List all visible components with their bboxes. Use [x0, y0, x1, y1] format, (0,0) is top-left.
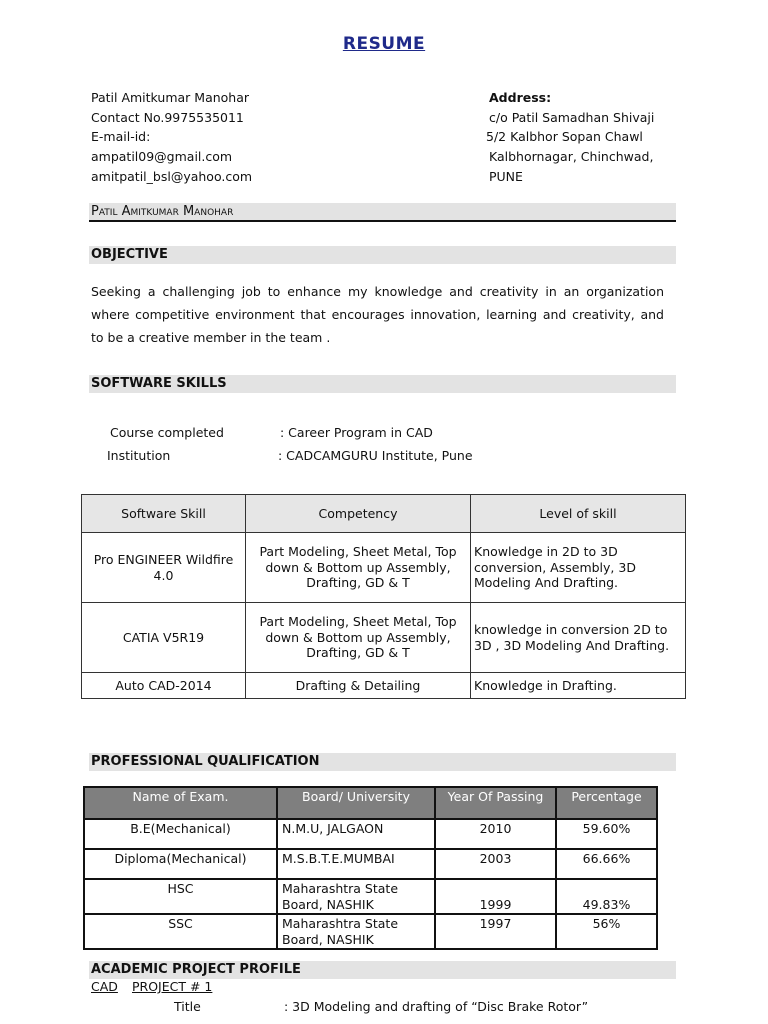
- software-competency: Drafting & Detailing: [246, 673, 471, 699]
- header-level: Level of skill: [471, 495, 686, 533]
- software-name: Auto CAD-2014: [82, 673, 246, 699]
- exam-name: SSC: [84, 914, 277, 949]
- exam-name: B.E(Mechanical): [84, 819, 277, 849]
- table-row: [84, 879, 657, 914]
- header-board: Board/ University: [277, 787, 435, 819]
- exam-year: 1999: [435, 879, 556, 914]
- table-row: [84, 914, 657, 949]
- table-row: [84, 849, 657, 879]
- exam-board: Maharashtra State Board, NASHIK: [277, 879, 435, 914]
- table-row: [84, 819, 657, 849]
- exam-board: M.S.B.T.E.MUMBAI: [277, 849, 435, 879]
- exam-percentage: 66.66%: [556, 849, 657, 879]
- software-level: knowledge in conversion 2D to 3D , 3D Modeling And Drafting.: [471, 603, 686, 673]
- objective-heading: OBJECTIVE: [89, 246, 676, 264]
- project-title-label: Title: [174, 999, 201, 1014]
- course-value: : Career Program in CAD: [280, 425, 433, 440]
- exam-year: 2010: [435, 819, 556, 849]
- table-header-row: [82, 495, 686, 533]
- software-level: Knowledge in Drafting.: [471, 673, 686, 699]
- exam-percentage: 56%: [556, 914, 657, 949]
- project-number: PROJECT # 1: [132, 979, 213, 994]
- software-competency: Part Modeling, Sheet Metal, Top down & Bottom up Assembly, Drafting, GD & T: [246, 533, 471, 603]
- table-row: [82, 673, 686, 699]
- exam-name: HSC: [84, 879, 277, 914]
- objective-text: Seeking a challenging job to enhance my knowledge and creativity in an organization where competitive environment that encourages innovation, learning and creativity, and to be a creative member in the team .: [91, 284, 664, 345]
- software-skills-table: [81, 494, 686, 699]
- software-name: Pro ENGINEER Wildfire 4.0: [82, 533, 246, 603]
- header-percentage: Percentage: [556, 787, 657, 819]
- header-software: Software Skill: [82, 495, 246, 533]
- software-level: Knowledge in 2D to 3D conversion, Assembly, 3D Modeling And Drafting.: [471, 533, 686, 603]
- project-heading: ACADEMIC PROJECT PROFILE: [89, 961, 676, 979]
- institution-value: : CADCAMGURU Institute, Pune: [278, 448, 473, 463]
- address-line4: PUNE: [489, 169, 523, 184]
- table-row: [82, 533, 686, 603]
- address-line3: Kalbhornagar, Chinchwad,: [489, 149, 654, 164]
- contact-name: Patil Amitkumar Manohar: [91, 90, 250, 105]
- address-line1: c/o Patil Samadhan Shivaji: [489, 110, 655, 125]
- header-year: Year Of Passing: [435, 787, 556, 819]
- project-cad-label: CAD: [91, 979, 118, 994]
- header-competency: Competency: [246, 495, 471, 533]
- software-skills-heading: SOFTWARE SKILLS: [89, 375, 676, 393]
- table-header-row: [84, 787, 657, 819]
- email-label: E-mail-id:: [91, 129, 151, 144]
- header-exam: Name of Exam.: [84, 787, 277, 819]
- institution-label: Institution: [107, 448, 171, 463]
- qualification-table: [83, 786, 658, 950]
- software-competency: Part Modeling, Sheet Metal, Top down & Bottom up Assembly, Drafting, GD & T: [246, 603, 471, 673]
- page-title: RESUME: [342, 34, 426, 54]
- software-name: CATIA V5R19: [82, 603, 246, 673]
- address-line2: 5/2 Kalbhor Sopan Chawl: [486, 129, 643, 144]
- exam-name: Diploma(Mechanical): [84, 849, 277, 879]
- exam-year: 1997: [435, 914, 556, 949]
- contact-phone: Contact No.9975535011: [91, 110, 244, 125]
- exam-board: Maharashtra State Board, NASHIK: [277, 914, 435, 949]
- email-secondary[interactable]: amitpatil_bsl@yahoo.com: [91, 169, 253, 184]
- exam-year: 2003: [435, 849, 556, 879]
- exam-percentage: 49.83%: [556, 879, 657, 914]
- qualification-heading: PROFESSIONAL QUALIFICATION: [89, 753, 676, 771]
- name-bar: Patil Amitkumar Manohar: [89, 203, 676, 222]
- address-label: Address:: [489, 90, 552, 105]
- table-row: [82, 603, 686, 673]
- email-primary[interactable]: ampatil09@gmail.com: [91, 149, 233, 164]
- course-label: Course completed: [110, 425, 224, 440]
- project-title-value: : 3D Modeling and drafting of “Disc Brake Rotor”: [284, 999, 589, 1014]
- exam-board: N.M.U, JALGAON: [277, 819, 435, 849]
- exam-percentage: 59.60%: [556, 819, 657, 849]
